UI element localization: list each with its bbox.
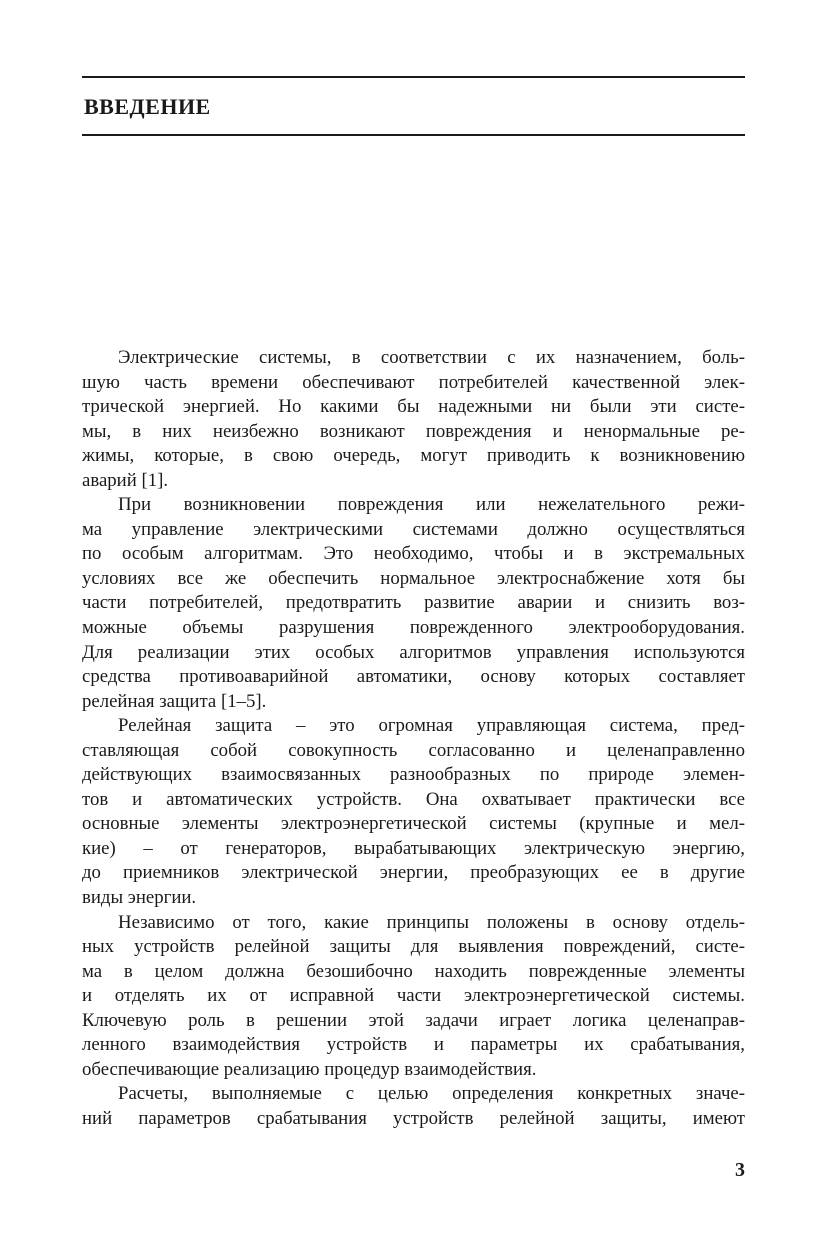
text-line: Для реализации этих особых алгоритмов управления используются [82,641,745,663]
paragraph [82,714,745,910]
text-line: Релейная защита – это огромная управляющая система, пред- [118,715,745,737]
page-number: 3 [735,1159,745,1181]
body-text [82,346,745,1132]
text-line: и отделять их от исправной части электроэнергетической системы. [82,985,745,1007]
text-line: обеспечивающие реализацию процедур взаимодействия. [82,1058,537,1080]
text-line: ма управление электрическими системами должно осуществляться [82,518,745,540]
text-line: виды энергии. [82,887,197,909]
text-line: тов и автоматических устройств. Она охватывает практически все [82,788,745,810]
text-line: Независимо от того, какие принципы положены в основу отдель- [118,911,745,933]
text-line: условиях все же обеспечить нормальное электроснабжение хотя бы [82,567,745,589]
chapter-heading: ВВЕДЕНИЕ [84,94,211,119]
text-line: ний параметров срабатывания устройств релейной защиты, имеют [82,1107,745,1129]
text-line: части потребителей, предотвратить развитие аварии и снизить воз- [82,592,745,614]
text-line: действующих взаимосвязанных разнообразных по природе элемен- [82,764,745,786]
text-line: ставляющая собой совокупность согласованно и целенаправленно [82,739,745,761]
text-line: шую часть времени обеспечивают потребителей качественной элек- [82,371,745,393]
text-line: Электрические системы, в соответствии с их назначением, боль- [118,347,745,368]
text-line: ленного взаимодействия устройств и параметры их срабатывания, [82,1034,745,1056]
text-line: Ключевую роль в решении этой задачи играет логика целенаправ- [82,1009,745,1031]
paragraph [82,911,745,1083]
text-line: до приемников электрической энергии, преобразующих ее в другие [82,862,745,884]
text-line: При возникновении повреждения или нежелательного режи- [118,494,745,516]
text-line: основные элементы электроэнергетической системы (крупные и мел- [82,813,745,835]
text-line: Расчеты, выполняемые с целью определения конкретных значе- [118,1083,745,1105]
text-line: жимы, которые, в свою очередь, могут приводить к возникновению [82,445,745,467]
text-line: релейная защита [1–5]. [82,690,267,712]
text-line: аварий [1]. [82,469,169,491]
paragraph [82,346,745,493]
text-line: трической энергией. Но какими бы надежными ни были эти систе- [82,396,745,418]
text-line: по особым алгоритмам. Это необходимо, чтобы и в экстремальных [82,543,745,565]
text-line: средства противоаварийной автоматики, основу которых составляет [82,666,745,688]
top-rule [82,76,745,78]
text-line: ных устройств релейной защиты для выявления повреждений, систе- [82,936,745,958]
text-line: кие) – от генераторов, вырабатывающих электрическую энергию, [82,837,745,859]
paragraph [82,1082,745,1131]
text-line: ма в целом должна безошибочно находить поврежденные элементы [82,960,745,982]
text-line: мы, в них неизбежно возникают повреждения и ненормальные ре- [82,420,745,442]
paragraph [82,493,745,714]
text-line: можные объемы разрушения поврежденного электрооборудования. [82,617,745,639]
bottom-rule [82,134,745,136]
